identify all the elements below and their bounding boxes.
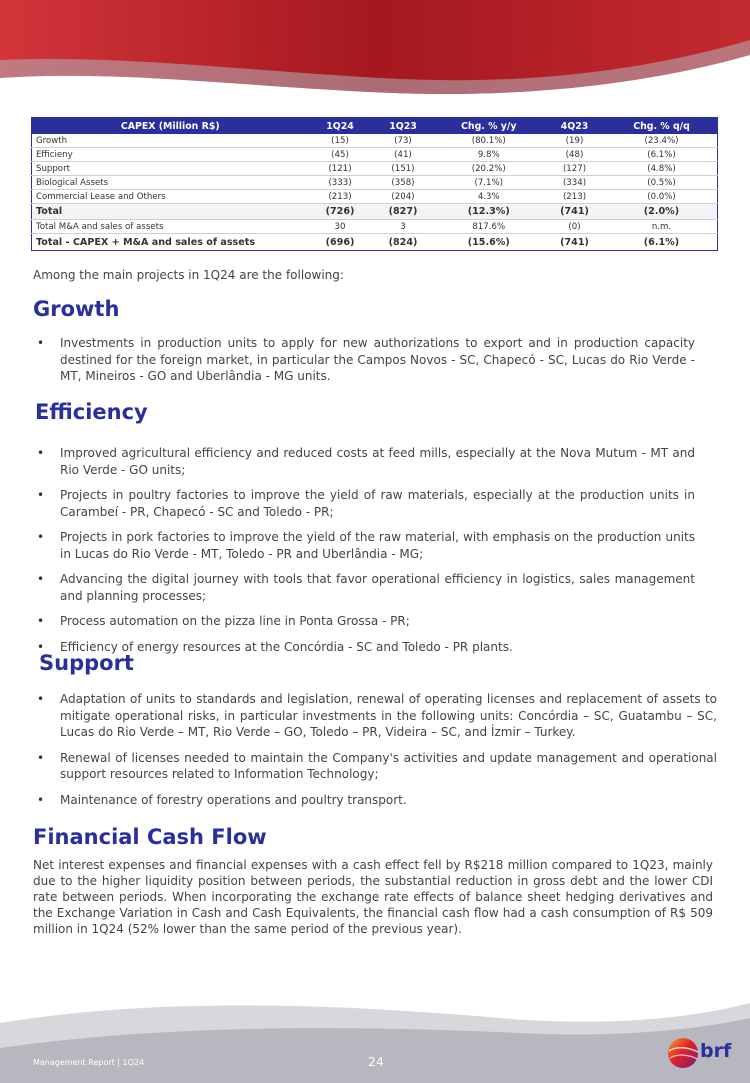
table-cell: (213) <box>309 190 372 204</box>
efficiency-list <box>33 445 695 664</box>
table-cell: (358) <box>371 176 434 190</box>
row-label: Biological Assets <box>32 176 309 190</box>
table-cell: (73) <box>371 134 434 148</box>
intro-text: Among the main projects in 1Q24 are the following: <box>33 268 344 282</box>
row-label: Efficieny <box>32 148 309 162</box>
column-header: 4Q23 <box>543 118 606 135</box>
column-header: 1Q24 <box>309 118 372 135</box>
table-row <box>32 220 718 234</box>
list-item: • Adaptation of units to standards and legislation, renewal of operating licenses and replacement of assets to mitigate operational risks, in particular investments in the following units: Concórdia – SC, Guatambu – SC, Lucas do Rio Verde – MT, Rio Verde – GO, Toledo – PR, Videira – SC, and İzmir – Turkey. <box>33 691 717 741</box>
footer-report-label: Management Report | 1Q24 <box>33 1058 145 1067</box>
table-cell: (0) <box>543 220 606 234</box>
row-label: Growth <box>32 134 309 148</box>
table-cell: (41) <box>371 148 434 162</box>
table-cell: (333) <box>309 176 372 190</box>
table-cell: (127) <box>543 162 606 176</box>
table-cell: (6.1%) <box>606 148 718 162</box>
growth-list <box>33 335 695 394</box>
table-grand-total-row <box>32 234 718 251</box>
row-label: Total - CAPEX + M&A and sales of assets <box>32 234 309 251</box>
support-list <box>33 691 717 817</box>
table-cell: (741) <box>543 204 606 220</box>
financial-cash-flow-heading: Financial Cash Flow <box>33 825 267 849</box>
table-cell: (19) <box>543 134 606 148</box>
table-cell: (15.6%) <box>434 234 543 251</box>
table-cell: (824) <box>371 234 434 251</box>
table-cell: (6.1%) <box>606 234 718 251</box>
table-cell: 817.6% <box>434 220 543 234</box>
table-cell: (80.1%) <box>434 134 543 148</box>
table-cell: (12.3%) <box>434 204 543 220</box>
list-item: • Improved agricultural efficiency and reduced costs at feed mills, especially at the Nova Mutum - MT and Rio Verde - GO units; <box>33 445 695 478</box>
table-total-row <box>32 204 718 220</box>
table-row <box>32 148 718 162</box>
table-cell: (827) <box>371 204 434 220</box>
list-item: • Efficiency of energy resources at the Concórdia - SC and Toledo - PR plants. <box>33 639 695 656</box>
table-header-row <box>32 118 718 135</box>
list-item: • Maintenance of forestry operations and poultry transport. <box>33 792 717 809</box>
list-item: • Renewal of licenses needed to maintain the Company's activities and update management and operational support resources related to Information Technology; <box>33 750 717 783</box>
table-cell: 9.8% <box>434 148 543 162</box>
table-cell: 3 <box>371 220 434 234</box>
support-heading: Support <box>39 651 134 675</box>
table-cell: 4.3% <box>434 190 543 204</box>
table-cell: 30 <box>309 220 372 234</box>
row-label: Commercial Lease and Others <box>32 190 309 204</box>
table-cell: (0.0%) <box>606 190 718 204</box>
table-cell: (48) <box>543 148 606 162</box>
financial-cash-flow-text: Net interest expenses and financial expenses with a cash effect fell by R$218 million compared to 1Q23, mainly due to the higher liquidity position between periods, the substantial reduction in gross debt and the lower CDI rate between periods. When incorporating the exchange rate effects of balance sheet hedging derivatives and the Exchange Variation in Cash and Cash Equivalents, the financial cash flow had a cash consumption of R$ 509 million in 1Q24 (52% lower than the same period of the previous year). <box>33 858 713 936</box>
table-cell: (726) <box>309 204 372 220</box>
column-header: 1Q23 <box>371 118 434 135</box>
table-row <box>32 162 718 176</box>
table-cell: (334) <box>543 176 606 190</box>
table-cell: (4.8%) <box>606 162 718 176</box>
list-item: • Projects in pork factories to improve the yield of the raw material, with emphasis on the production units in Lucas do Rio Verde - MT, Toledo - PR and Uberlândia - MG; <box>33 529 695 562</box>
column-header: Chg. % y/y <box>434 118 543 135</box>
header-wave-decoration <box>0 0 750 100</box>
efficiency-heading: Efficiency <box>35 400 148 424</box>
row-label: Total <box>32 204 309 220</box>
table-cell: (15) <box>309 134 372 148</box>
table-row <box>32 134 718 148</box>
table-cell: (696) <box>309 234 372 251</box>
brf-logo-text: brf <box>700 1040 732 1062</box>
table-cell: (741) <box>543 234 606 251</box>
list-item: • Investments in production units to apply for new authorizations to export and in production capacity destined for the foreign market, in particular the Campos Novos - SC, Chapecó - SC, Lucas do Rio Verde - MT, Mineiros - GO and Uberlândia - MG units. <box>33 335 695 385</box>
table-row <box>32 190 718 204</box>
table-cell: (213) <box>543 190 606 204</box>
table-cell: (0.5%) <box>606 176 718 190</box>
table-cell: (45) <box>309 148 372 162</box>
list-item: • Projects in poultry factories to improve the yield of raw materials, especially at the production units in Carambeí - PR, Chapecó - SC and Toledo - PR; <box>33 487 695 520</box>
table-cell: (151) <box>371 162 434 176</box>
table-cell: (20.2%) <box>434 162 543 176</box>
table-cell: (2.0%) <box>606 204 718 220</box>
table-cell: (204) <box>371 190 434 204</box>
list-item: • Process automation on the pizza line in Ponta Grossa - PR; <box>33 613 695 630</box>
column-header: CAPEX (Million R$) <box>32 118 309 135</box>
table-cell: (7.1%) <box>434 176 543 190</box>
row-label: Support <box>32 162 309 176</box>
table-row <box>32 176 718 190</box>
table-cell: n.m. <box>606 220 718 234</box>
table-cell: (23.4%) <box>606 134 718 148</box>
table-cell: (121) <box>309 162 372 176</box>
growth-heading: Growth <box>33 297 120 321</box>
page-number: 24 <box>368 1054 384 1069</box>
capex-table <box>31 117 718 251</box>
column-header: Chg. % q/q <box>606 118 718 135</box>
list-item: • Advancing the digital journey with tools that favor operational efficiency in logistics, sales management and planning processes; <box>33 571 695 604</box>
row-label: Total M&A and sales of assets <box>32 220 309 234</box>
